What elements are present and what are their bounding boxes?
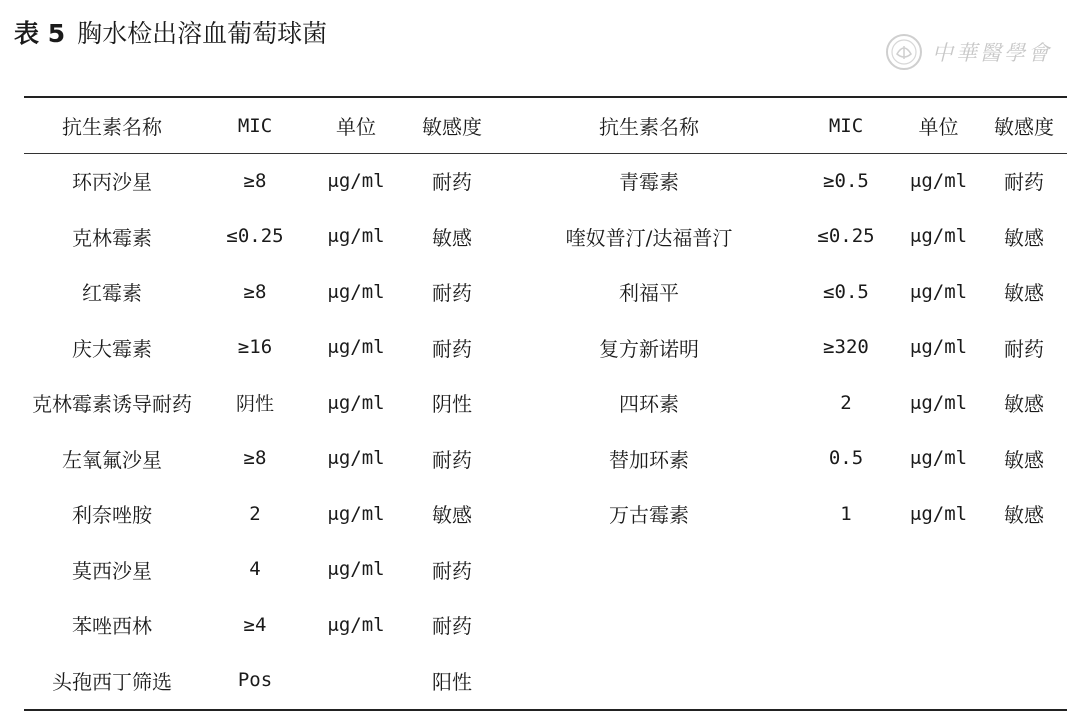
table-caption: 胸水检出溶血葡萄球菌 <box>77 19 328 48</box>
antibiotic-name-left: 红霉素 <box>82 281 142 306</box>
sensitivity-right <box>981 653 1067 709</box>
sensitivity-left: 耐药 <box>432 336 472 361</box>
table-row <box>24 653 1067 709</box>
watermark-text: 中華醫學會 <box>932 41 1052 65</box>
antibiotic-name-left: 克林霉素诱导耐药 <box>32 392 192 417</box>
antibiotic-name-left: 莫西沙星 <box>72 558 152 583</box>
sensitivity-left: 耐药 <box>432 281 472 306</box>
header-unit-right: 单位 <box>918 115 959 139</box>
mic-value-right <box>796 542 896 598</box>
sensitivity-right: 敏感 <box>1004 447 1044 472</box>
unit-left: μg/ml <box>327 447 385 470</box>
table-row <box>24 375 1067 431</box>
unit-right <box>896 653 981 709</box>
sensitivity-right: 耐药 <box>1004 170 1044 195</box>
antibiotic-name-right: 喹奴普汀/达福普汀 <box>565 225 733 250</box>
table-number: 表 5 <box>14 19 66 48</box>
table-row <box>24 486 1067 542</box>
antibiotic-name-right: 利福平 <box>619 281 679 306</box>
sensitivity-left: 耐药 <box>432 614 472 639</box>
mic-value-right: 1 <box>840 502 852 525</box>
watermark <box>884 30 1052 74</box>
mic-value-left: ≥8 <box>243 447 267 470</box>
mic-value-left: ≥8 <box>243 169 267 192</box>
mic-value-left: ≥8 <box>243 280 267 303</box>
sensitivity-right: 敏感 <box>1004 281 1044 306</box>
table-row <box>24 320 1067 376</box>
unit-left: μg/ml <box>327 558 385 581</box>
unit-left: μg/ml <box>327 502 385 525</box>
mic-value-left: ≥16 <box>237 336 273 359</box>
mic-value-right: ≥0.5 <box>823 169 869 192</box>
antibiotic-name-right <box>502 653 796 709</box>
unit-right <box>896 542 981 598</box>
sensitivity-right: 耐药 <box>1004 336 1044 361</box>
unit-right <box>896 597 981 653</box>
antibiotic-name-right: 四环素 <box>619 392 679 417</box>
header-row <box>24 98 1067 153</box>
mic-value-left: 2 <box>249 502 261 525</box>
antibiotic-name-left: 克林霉素 <box>72 225 152 250</box>
unit-left: μg/ml <box>327 225 385 248</box>
sensitivity-right <box>981 597 1067 653</box>
sensitivity-left: 敏感 <box>432 225 472 250</box>
antibiotic-name-right: 复方新诺明 <box>599 336 699 361</box>
mic-value-right <box>796 597 896 653</box>
table-title <box>14 12 327 52</box>
unit-right: μg/ml <box>909 391 968 414</box>
unit-left: μg/ml <box>327 613 385 636</box>
mic-value-right: ≥320 <box>823 336 869 359</box>
association-logo-icon <box>884 32 924 72</box>
antibiotic-name-right <box>502 597 796 653</box>
sensitivity-left: 阴性 <box>432 392 472 417</box>
mic-value-left: 阴性 <box>235 393 274 416</box>
table-row <box>24 542 1067 598</box>
table-row <box>24 209 1067 265</box>
unit-left: μg/ml <box>327 169 385 192</box>
sensitivity-right: 敏感 <box>1004 503 1044 528</box>
header-sensitivity-left: 敏感度 <box>422 115 482 139</box>
mic-value-left: 4 <box>249 558 261 581</box>
header-antibiotic-name-right: 抗生素名称 <box>599 115 699 139</box>
sensitivity-left: 阳性 <box>432 669 472 694</box>
sensitivity-left: 耐药 <box>432 447 472 472</box>
table-bottom-rule <box>24 709 1067 711</box>
mic-value-left: ≤0.25 <box>226 225 284 248</box>
header-mic-left: MIC <box>237 114 273 137</box>
table-row <box>24 153 1067 209</box>
unit-left: μg/ml <box>327 391 385 414</box>
mic-value-right: 2 <box>840 391 852 414</box>
sensitivity-left: 耐药 <box>432 558 472 583</box>
mic-value-right: 0.5 <box>828 447 864 470</box>
unit-left: μg/ml <box>327 280 385 303</box>
antibiotic-name-left: 利奈唑胺 <box>72 503 152 528</box>
mic-value-right: ≤0.25 <box>817 225 875 248</box>
unit-left <box>310 653 402 709</box>
mic-value-left: ≥4 <box>243 613 267 636</box>
mic-value-right <box>796 653 896 709</box>
unit-left: μg/ml <box>327 336 385 359</box>
antibiotic-name-left: 庆大霉素 <box>72 336 152 361</box>
sensitivity-right <box>981 542 1067 598</box>
unit-right: μg/ml <box>909 169 968 192</box>
unit-right: μg/ml <box>909 336 968 359</box>
antibiotic-name-right: 万古霉素 <box>609 503 689 528</box>
unit-right: μg/ml <box>909 502 968 525</box>
header-unit-left: 单位 <box>336 115 376 139</box>
header-mic-right: MIC <box>828 114 864 137</box>
header-sensitivity-right: 敏感度 <box>994 115 1054 139</box>
sensitivity-left: 耐药 <box>432 170 472 195</box>
antibiotic-name-left: 左氧氟沙星 <box>62 447 162 472</box>
table-row <box>24 431 1067 487</box>
header-antibiotic-name-left: 抗生素名称 <box>62 115 162 139</box>
antibiotic-name-right <box>502 542 796 598</box>
unit-right: μg/ml <box>909 447 968 470</box>
sensitivity-right: 敏感 <box>1004 225 1044 250</box>
table-row <box>24 597 1067 653</box>
antibiotic-name-left: 头孢西丁筛选 <box>52 669 172 694</box>
unit-right: μg/ml <box>909 225 968 248</box>
unit-right: μg/ml <box>909 280 968 303</box>
antibiotic-name-right: 青霉素 <box>619 170 679 195</box>
sensitivity-left: 敏感 <box>432 503 472 528</box>
antibiotic-name-left: 环丙沙星 <box>72 170 152 195</box>
mic-value-left: Pos <box>237 669 273 692</box>
mic-value-right: ≤0.5 <box>823 280 869 303</box>
antibiotic-name-right: 替加环素 <box>609 447 689 472</box>
sensitivity-right: 敏感 <box>1004 392 1044 417</box>
susceptibility-table <box>24 98 1067 708</box>
antibiotic-name-left: 苯唑西林 <box>72 614 152 639</box>
table-row <box>24 264 1067 320</box>
